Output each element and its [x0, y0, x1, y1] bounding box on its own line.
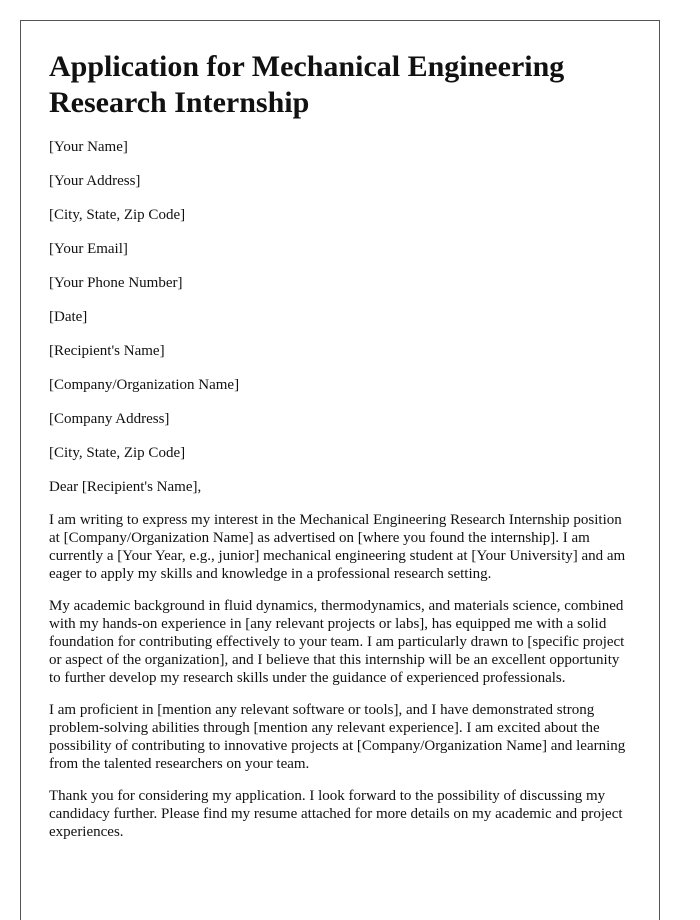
- letter-title: Application for Mechanical Engineering Research Internship: [49, 50, 565, 119]
- body-paragraph-1: I am writing to express my interest in the Mechanical Engineering Research Internship position at [Company/Organization Name] as advertised on [where you found the internship]. I am currently a [Your Year, e.g., junior] mechanical engineering student at [Your University] and am eager to apply my skills and knowledge in a professional research setting.: [49, 512, 626, 582]
- sender-city-state-zip: [City, State, Zip Code]: [49, 207, 186, 223]
- recipient-organization: [Company/Organization Name]: [49, 377, 240, 393]
- sender-name: [Your Name]: [49, 139, 128, 155]
- body-paragraph-4: Thank you for considering my application. I look forward to the possibility of discussing my candidacy further. Please find my resume attached for more details on my academic and project experiences.: [49, 788, 623, 840]
- sender-address: [Your Address]: [49, 173, 141, 189]
- sender-phone: [Your Phone Number]: [49, 275, 183, 291]
- salutation: Dear [Recipient's Name],: [49, 479, 202, 495]
- recipient-name: [Recipient's Name]: [49, 343, 165, 359]
- recipient-city-state-zip: [City, State, Zip Code]: [49, 445, 186, 461]
- letter-page: [20, 20, 660, 920]
- recipient-address: [Company Address]: [49, 411, 170, 427]
- body-paragraph-2: My academic background in fluid dynamics, thermodynamics, and materials science, combined with my hands-on experience in [any relevant projects or labs], has equipped me with a solid foundation for contributing effectively to your team. I am particularly drawn to [specific project or aspect of the organization], and I believe that this internship will be an excellent opportunity to further develop my research skills under the guidance of experienced professionals.: [49, 598, 625, 686]
- body-paragraph-3: I am proficient in [mention any relevant software or tools], and I have demonstrated strong problem-solving abilities through [mention any relevant experience]. I am excited about the possibility of contributing to innovative projects at [Company/Organization Name] and learning from the talented researchers on your team.: [49, 702, 626, 772]
- sender-email: [Your Email]: [49, 241, 128, 257]
- letter-date: [Date]: [49, 309, 88, 325]
